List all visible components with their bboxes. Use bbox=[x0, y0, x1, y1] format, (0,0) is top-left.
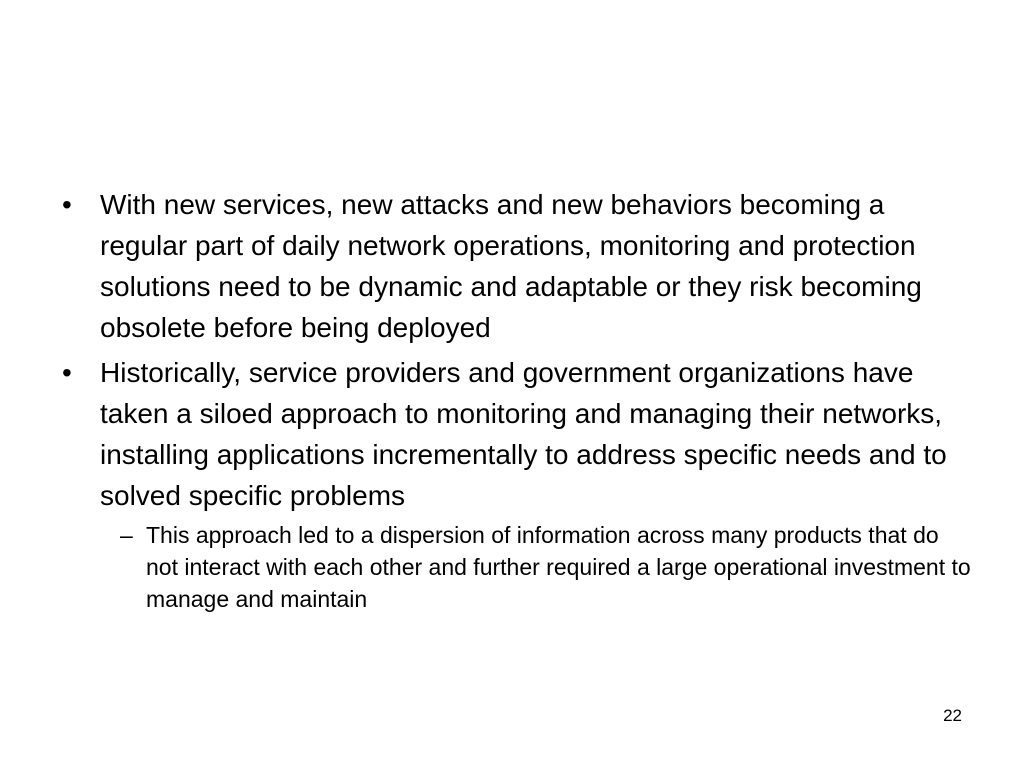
bullet-text: Historically, service providers and government organizations have taken a siloed approach to monitoring and managing their networks, installing applications incrementally to address specific needs and to solved specific problems bbox=[100, 357, 947, 511]
sub-bullet-item bbox=[106, 519, 972, 615]
bullet-list bbox=[62, 184, 972, 619]
bullet-item bbox=[62, 184, 972, 348]
bullet-text: With new services, new attacks and new behaviors becoming a regular part of daily network operations, monitoring and protection solutions need to be dynamic and adaptable or they risk becoming obsolete before being deployed bbox=[100, 189, 922, 343]
bullet-marker: • bbox=[62, 189, 72, 220]
sub-bullet-text: This approach led to a dispersion of information across many products that do not interact with each other and further required a large operational investment to manage and maintain bbox=[146, 522, 971, 612]
sub-bullet-list bbox=[106, 519, 972, 615]
sub-bullet-marker: – bbox=[120, 522, 133, 548]
page-number: 22 bbox=[943, 706, 962, 725]
bullet-marker: • bbox=[62, 357, 72, 388]
bullet-item bbox=[62, 352, 972, 615]
